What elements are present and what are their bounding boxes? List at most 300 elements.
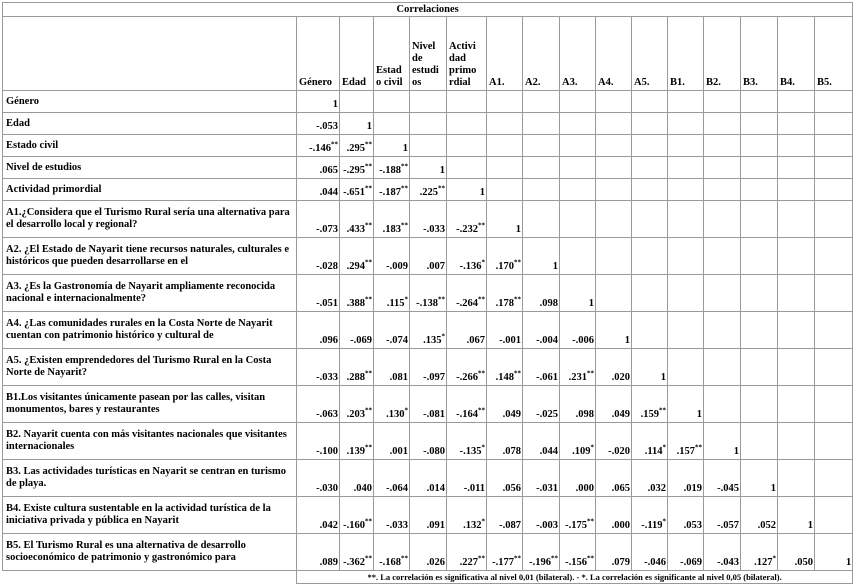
significance-mark: * (662, 517, 666, 526)
significance-mark: ** (587, 554, 594, 563)
correlation-cell (340, 534, 374, 571)
correlation-cell (560, 201, 596, 238)
significance-mark: * (404, 295, 408, 304)
column-header-line: A5. (634, 77, 650, 88)
correlation-cell (778, 179, 815, 201)
correlation-cell (340, 91, 374, 113)
column-header (632, 17, 668, 91)
column-header (297, 17, 340, 91)
header-row (3, 17, 853, 91)
correlation-cell: .044 (523, 423, 560, 460)
correlation-cell (632, 135, 668, 157)
significance-mark: ** (365, 140, 372, 149)
correlation-cell (815, 386, 853, 423)
correlation-cell (704, 157, 741, 179)
correlation-cell (297, 135, 340, 157)
correlation-cell (596, 135, 632, 157)
correlation-cell (815, 349, 853, 386)
correlation-cell: -.043 (704, 534, 741, 571)
correlation-cell (704, 275, 741, 312)
correlation-cell: .089 (297, 534, 340, 571)
correlation-cell (778, 91, 815, 113)
correlation-cell (410, 135, 447, 157)
correlation-cell (560, 179, 596, 201)
correlation-cell (778, 275, 815, 312)
correlation-cell: 1 (778, 497, 815, 534)
correlation-cell (487, 135, 523, 157)
correlation-cell (815, 238, 853, 275)
table-row (3, 275, 853, 312)
correlation-value: .159 (640, 409, 659, 420)
correlation-value: -.177 (492, 557, 514, 568)
table-row (3, 238, 853, 275)
column-header-line: B2. (706, 77, 721, 88)
correlation-cell (668, 157, 704, 179)
correlation-cell: -.006 (560, 312, 596, 349)
correlation-cell: -.053 (297, 113, 340, 135)
correlation-cell (340, 179, 374, 201)
correlation-cell (447, 534, 487, 571)
correlation-cell (815, 460, 853, 497)
correlation-value: -.135 (459, 446, 482, 457)
correlation-cell (815, 275, 853, 312)
row-label: A1.¿Considera que el Turismo Rural sería una alternativa para el desarrollo local y regional? (3, 201, 297, 238)
correlation-value: .227 (459, 557, 478, 568)
column-header (815, 17, 853, 91)
significance-mark: ** (365, 258, 372, 267)
correlation-cell (487, 179, 523, 201)
row-label: B1.Los visitantes únicamente pasean por las calles, visitan monumentos, bares y restaurantes (3, 386, 297, 423)
correlation-cell (487, 349, 523, 386)
correlation-cell: -.045 (704, 460, 741, 497)
correlation-cell (340, 349, 374, 386)
table-row (3, 135, 853, 157)
correlation-value: .127 (754, 557, 773, 568)
footnote-spacer (3, 571, 297, 584)
correlation-cell (778, 238, 815, 275)
correlation-cell (374, 113, 410, 135)
correlation-value: -.187 (379, 187, 401, 198)
correlation-cell: 1 (741, 460, 778, 497)
significance-mark: ** (478, 295, 485, 304)
correlation-cell (815, 312, 853, 349)
significance-mark: ** (365, 221, 372, 230)
significance-mark: ** (365, 369, 372, 378)
correlation-cell (815, 157, 853, 179)
correlation-cell: .019 (668, 460, 704, 497)
correlation-value: .178 (495, 298, 514, 309)
correlation-cell (410, 91, 447, 113)
correlation-cell: .098 (560, 386, 596, 423)
correlation-value: .157 (676, 446, 695, 457)
correlation-cell: -.011 (447, 460, 487, 497)
correlation-value: -.168 (379, 557, 401, 568)
correlation-value: -.160 (343, 520, 365, 531)
correlation-cell (778, 201, 815, 238)
column-header (778, 17, 815, 91)
row-label: Nivel de estudios (3, 157, 297, 179)
column-header-line: rdial (449, 77, 471, 88)
column-header-line: o civil (376, 77, 403, 88)
correlation-value: .130 (386, 409, 405, 420)
correlation-cell (815, 135, 853, 157)
correlation-value: -.295 (343, 165, 365, 176)
correlation-value: .295 (346, 143, 365, 154)
correlation-cell: -.031 (523, 460, 560, 497)
correlation-cell (560, 497, 596, 534)
correlation-value: -.146 (309, 143, 331, 154)
correlation-cell (632, 91, 668, 113)
correlation-cell: -.009 (374, 238, 410, 275)
correlation-value: -.196 (529, 557, 551, 568)
table-row (3, 113, 853, 135)
correlation-cell (778, 312, 815, 349)
correlation-value: .203 (346, 409, 365, 420)
correlation-cell (704, 349, 741, 386)
correlation-value: -.136 (459, 261, 482, 272)
correlation-cell (487, 275, 523, 312)
correlation-cell: .040 (340, 460, 374, 497)
correlation-cell (668, 275, 704, 312)
correlation-cell (340, 201, 374, 238)
column-header-line: Nivel (412, 41, 436, 52)
correlation-value: -.232 (456, 224, 478, 235)
correlation-cell: 1 (297, 91, 340, 113)
correlation-cell (374, 275, 410, 312)
correlation-cell (596, 113, 632, 135)
significance-mark: ** (514, 295, 521, 304)
correlation-cell: -.073 (297, 201, 340, 238)
correlation-value: -.188 (379, 165, 401, 176)
correlation-cell: .081 (374, 349, 410, 386)
correlation-cell (487, 91, 523, 113)
correlation-cell (778, 386, 815, 423)
correlation-cell: -.003 (523, 497, 560, 534)
correlation-cell: .052 (741, 497, 778, 534)
correlation-value: .114 (644, 446, 663, 457)
correlation-cell (704, 135, 741, 157)
correlation-cell (374, 386, 410, 423)
correlation-cell: .053 (668, 497, 704, 534)
correlation-cell (741, 179, 778, 201)
column-header-line: B4. (780, 77, 795, 88)
significance-mark: ** (365, 517, 372, 526)
correlation-value: -.264 (456, 298, 478, 309)
row-label: Estado civil (3, 135, 297, 157)
column-header (668, 17, 704, 91)
correlation-cell (741, 135, 778, 157)
correlation-cell (815, 201, 853, 238)
correlation-cell (741, 157, 778, 179)
correlation-cell (632, 497, 668, 534)
significance-mark: ** (514, 554, 521, 563)
column-header-line: dad (449, 53, 466, 64)
correlation-cell: .056 (487, 460, 523, 497)
correlation-cell (632, 238, 668, 275)
correlation-cell (523, 179, 560, 201)
correlation-cell (778, 157, 815, 179)
correlation-value: .288 (346, 372, 365, 383)
significance-mark: * (590, 443, 594, 452)
correlation-cell (340, 386, 374, 423)
column-header (560, 17, 596, 91)
correlation-cell (668, 91, 704, 113)
significance-mark: ** (331, 140, 338, 149)
correlation-cell (668, 179, 704, 201)
correlation-cell (596, 201, 632, 238)
significance-mark: ** (438, 295, 445, 304)
significance-mark: ** (514, 369, 521, 378)
correlation-cell (815, 179, 853, 201)
correlation-cell (374, 157, 410, 179)
significance-mark: * (404, 406, 408, 415)
correlation-cell (523, 157, 560, 179)
correlation-value: .148 (495, 372, 514, 383)
correlation-cell (374, 201, 410, 238)
table-row (3, 386, 853, 423)
column-header-line: estudi (412, 65, 439, 76)
column-header-line: Activi (449, 41, 476, 52)
correlation-cell (487, 157, 523, 179)
correlation-cell (704, 201, 741, 238)
correlation-cell: 1 (487, 201, 523, 238)
correlation-cell: -.046 (632, 534, 668, 571)
row-label: B3. Las actividades turísticas en Nayarit se centran en turismo de playa. (3, 460, 297, 497)
correlation-cell (741, 534, 778, 571)
column-header (523, 17, 560, 91)
correlation-cell (340, 497, 374, 534)
correlation-cell (778, 460, 815, 497)
correlation-cell: -.001 (487, 312, 523, 349)
correlation-cell (778, 349, 815, 386)
correlation-cell: .091 (410, 497, 447, 534)
correlation-cell (560, 113, 596, 135)
correlation-cell: -.080 (410, 423, 447, 460)
correlation-cell (340, 238, 374, 275)
correlation-cell (374, 179, 410, 201)
row-label: A3. ¿Es la Gastronomía de Nayarit ampliamente reconocida nacional e internacionalmente? (3, 275, 297, 312)
column-header-line: B3. (743, 77, 758, 88)
correlation-cell (704, 179, 741, 201)
correlation-cell: 1 (523, 238, 560, 275)
correlation-cell: .020 (596, 349, 632, 386)
column-header-line: de (412, 53, 423, 64)
correlation-cell (340, 157, 374, 179)
correlation-cell (523, 534, 560, 571)
correlation-cell: -.064 (374, 460, 410, 497)
correlation-cell (410, 113, 447, 135)
correlation-cell: 1 (447, 179, 487, 201)
correlation-cell (374, 534, 410, 571)
correlation-cell (410, 179, 447, 201)
correlation-cell (596, 275, 632, 312)
correlation-value: .294 (346, 261, 365, 272)
correlation-value: .132 (463, 520, 482, 531)
correlation-cell (815, 423, 853, 460)
significance-mark: ** (587, 517, 594, 526)
correlation-cell (741, 386, 778, 423)
correlation-cell: -.063 (297, 386, 340, 423)
correlation-cell: -.028 (297, 238, 340, 275)
table-row (3, 423, 853, 460)
correlation-cell (632, 113, 668, 135)
significance-mark: ** (438, 184, 445, 193)
correlation-cell: .026 (410, 534, 447, 571)
correlation-cell (447, 135, 487, 157)
correlation-cell (523, 113, 560, 135)
correlation-value: .139 (346, 446, 365, 457)
correlation-cell (704, 113, 741, 135)
column-header-line: Género (299, 77, 333, 88)
correlation-cell (704, 91, 741, 113)
row-label: B2. Nayarit cuenta con más visitantes nacionales que visitantes internacionales (3, 423, 297, 460)
correlation-value: -.138 (416, 298, 438, 309)
column-header (374, 17, 410, 91)
correlation-cell: .032 (632, 460, 668, 497)
significance-mark: ** (478, 406, 485, 415)
correlation-cell: 1 (668, 386, 704, 423)
correlation-cell (560, 423, 596, 460)
correlation-cell: -.061 (523, 349, 560, 386)
correlation-cell (560, 91, 596, 113)
correlation-cell (741, 201, 778, 238)
correlation-cell (704, 238, 741, 275)
correlation-cell: .078 (487, 423, 523, 460)
correlation-cell (704, 312, 741, 349)
correlation-cell (447, 201, 487, 238)
column-header-line: primo (449, 65, 477, 76)
correlation-value: -.156 (565, 557, 587, 568)
column-header (704, 17, 741, 91)
correlation-cell (523, 91, 560, 113)
correlation-cell (668, 238, 704, 275)
correlation-cell: .050 (778, 534, 815, 571)
significance-mark: ** (587, 369, 594, 378)
correlation-cell (778, 113, 815, 135)
correlation-cell (741, 275, 778, 312)
table-row (3, 534, 853, 571)
column-header-line: A2. (525, 77, 541, 88)
correlation-cell (741, 91, 778, 113)
correlation-cell (560, 135, 596, 157)
correlation-cell (410, 312, 447, 349)
correlation-cell: .042 (297, 497, 340, 534)
correlation-cell (632, 275, 668, 312)
correlation-cell (560, 534, 596, 571)
significance-mark: ** (401, 162, 408, 171)
significance-mark: ** (401, 554, 408, 563)
significance-mark: ** (365, 406, 372, 415)
correlation-cell (668, 135, 704, 157)
table-title: Correlaciones (3, 3, 853, 17)
correlation-cell: .065 (596, 460, 632, 497)
table-row (3, 201, 853, 238)
significance-mark: * (662, 443, 666, 452)
significance-mark: ** (478, 554, 485, 563)
row-label: A2. ¿El Estado de Nayarit tiene recursos naturales, culturales e históricos que pueden desarrollarse en el (3, 238, 297, 275)
correlation-cell: -.100 (297, 423, 340, 460)
correlation-cell (778, 135, 815, 157)
correlation-cell: -.074 (374, 312, 410, 349)
correlation-cell: 1 (374, 135, 410, 157)
correlation-cell (741, 423, 778, 460)
correlation-cell (632, 423, 668, 460)
correlation-cell (340, 135, 374, 157)
significance-mark: ** (401, 221, 408, 230)
correlation-cell (632, 179, 668, 201)
correlation-value: .225 (419, 187, 438, 198)
column-header (596, 17, 632, 91)
correlation-cell: 1 (815, 534, 853, 571)
correlation-cell: .065 (297, 157, 340, 179)
correlation-cell (596, 157, 632, 179)
correlation-value: -.362 (343, 557, 365, 568)
correlation-value: .170 (495, 261, 514, 272)
row-label: Género (3, 91, 297, 113)
correlation-cell: 1 (704, 423, 741, 460)
correlation-cell: -.025 (523, 386, 560, 423)
correlation-cell (447, 113, 487, 135)
correlation-cell: -.069 (668, 534, 704, 571)
significance-mark: ** (365, 184, 372, 193)
column-header (741, 17, 778, 91)
significance-mark: * (441, 332, 445, 341)
correlation-cell: -.097 (410, 349, 447, 386)
correlation-cell: -.057 (704, 497, 741, 534)
column-header-line: B5. (817, 77, 832, 88)
correlation-cell (632, 386, 668, 423)
correlation-cell (487, 534, 523, 571)
correlation-cell (668, 201, 704, 238)
correlation-cell: -.033 (410, 201, 447, 238)
correlation-cell (815, 91, 853, 113)
correlation-cell (447, 157, 487, 179)
correlation-value: .433 (346, 224, 365, 235)
significance-mark: * (772, 554, 776, 563)
correlation-value: .115 (386, 298, 405, 309)
column-header (447, 17, 487, 91)
significance-mark: ** (478, 369, 485, 378)
correlation-cell (815, 113, 853, 135)
significance-mark: * (481, 517, 485, 526)
correlation-cell (447, 349, 487, 386)
correlation-cell (632, 312, 668, 349)
column-header (340, 17, 374, 91)
correlation-value: .231 (568, 372, 587, 383)
correlation-cell (487, 238, 523, 275)
correlation-cell: .001 (374, 423, 410, 460)
significance-mark: ** (478, 221, 485, 230)
correlation-cell (340, 423, 374, 460)
column-header-line: os (412, 77, 422, 88)
table-body (3, 91, 853, 571)
correlation-cell (410, 275, 447, 312)
correlation-cell (560, 238, 596, 275)
row-label: Edad (3, 113, 297, 135)
column-header-line: A1. (489, 77, 505, 88)
significance-mark: ** (695, 443, 702, 452)
correlation-value: -.175 (565, 520, 587, 531)
correlation-value: -.164 (456, 409, 478, 420)
column-header-line: A4. (598, 77, 614, 88)
table-row (3, 349, 853, 386)
correlation-cell (668, 423, 704, 460)
correlation-cell: .014 (410, 460, 447, 497)
significance-mark: ** (365, 295, 372, 304)
column-header (487, 17, 523, 91)
correlation-cell (668, 312, 704, 349)
correlation-value: -.119 (641, 520, 663, 531)
